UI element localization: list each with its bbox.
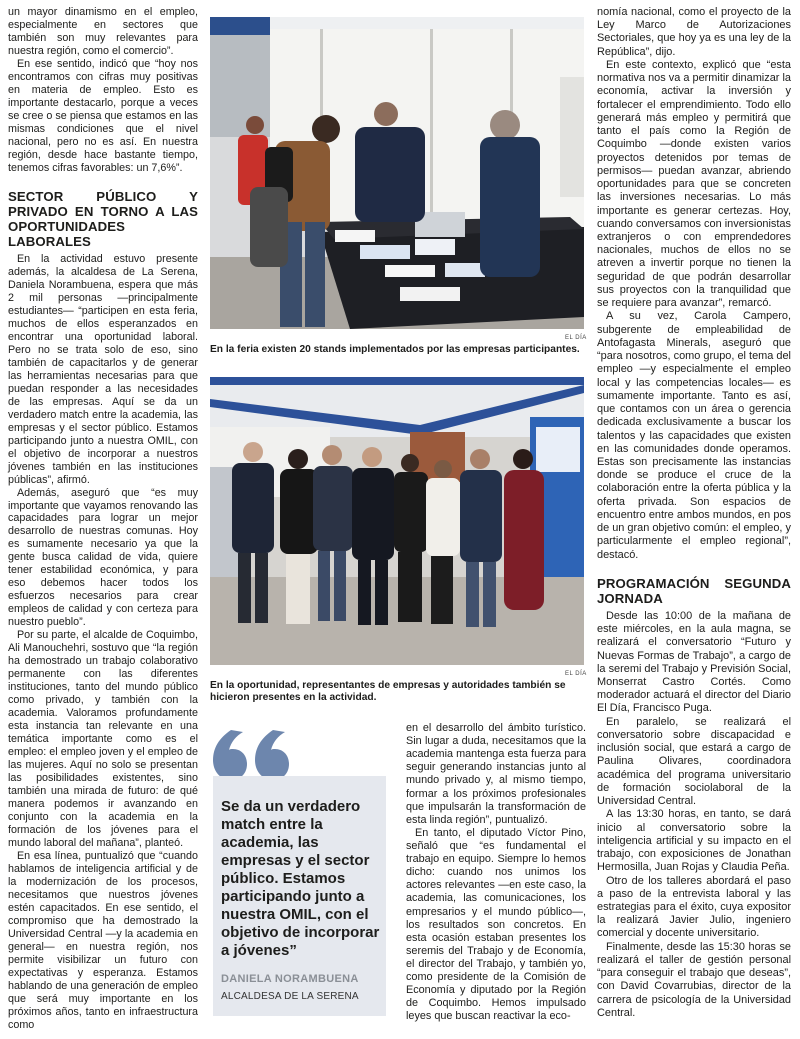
photo-caption: En la oportunidad, representantes de empresas y autoridades también se hicieron presentes en la actividad. [210, 680, 566, 704]
photo-fair-stand [210, 17, 584, 329]
paragraph: A su vez, Carola Campero, subgerente de empleabilidad de Antofagasta Minerals, aseguró que “para nosotros, como grupo, el tema del empleo —y especialmente el empleo local y las competencias locales— es sumamente importante. Tanto es así, que contamos con un área o gerencia dedicada exclusivamente a buscar los talentos y las capacidades que existen en las comunidades donde operamos. Estas son precisamente las instancias donde se produce el cruce de la colaboración entre la oferta pública y la oferta privada. Son espacios de encuentro entre ambos mundos, en pos de un gran objetivo común: el empleo, y particularmente el empleo regional”, destacó. [597, 310, 791, 561]
photo-credit: EL DÍA [565, 671, 587, 677]
photo-fair-stand-illustration [210, 17, 584, 329]
article-column-1 [8, 6, 198, 1032]
article-column-4 [597, 6, 791, 1020]
paragraph: Desde las 10:00 de la mañana de este miércoles, en la aula magna, se realizará el conversatorio “Futuro y Nuevas Formas de Trabajo”, a cargo de la seremi del Trabajo y Previsión Social, Monserrat Castro Cortés. Como moderador actuará el director del Diario El Día, Francisco Puga. [597, 609, 791, 715]
paragraph: A las 13:30 horas, en tanto, se dará inicio al conversatorio sobre la inteligencia artificial y su impacto en el trabajo, con exposiciones de Jonathan Hermosilla, Juan Rojas y Claudia Peña. [597, 808, 791, 874]
paragraph: En paralelo, se realizará el conversatorio sobre discapacidad e inclusión social, que estará a cargo de Paulina Olivares, coordinadora académica del programa universitario de formación sociolaboral de la Universidad Central. [597, 715, 791, 808]
paragraph: En la actividad estuvo presente además, la alcaldesa de La Serena, Daniela Norambuena, espera que más 2 mil personas —principalmente estudiantes— “participen en esta feria, muchos de ellos esperanzados en encontrar una oportunidad laboral. Pero no se trata solo de eso, sino también de capacitarlos y de generar las herramientas necesarias para que puedan responder a las necesidades de las empresas. Aquí se da un verdadero match entre la academia, las empresas y el sector público. Estamos participando junto a nuestra OMIL, con el objetivo de incorporar a nuestros jóvenes también en las instituciones públicas”, afirmó. [8, 252, 198, 486]
quote-marks-icon [211, 730, 291, 780]
paragraph: Otro de los talleres abordará el paso a paso de la entrevista laboral y las estrategias para el éxito, cuya expositor la realizará Javier Julio, ingeniero comercial y docente universitario. [597, 874, 791, 940]
photo-authorities-group-illustration [210, 377, 584, 665]
paragraph: Además, aseguró que “es muy importante que vayamos renovando las capacidades para lograr un mejor desarrollo de nuestras comunas. Hoy es sumamente necesario ya que la gente busca calidad de vida, quiere tener estabilidad económica, y para eso debemos hacer todos los esfuerzos necesarios para crear empleos de calidad y con certeza para nuestro pueblo”. [8, 486, 198, 629]
paragraph: En tanto, el diputado Víctor Pino, señaló que “es fundamental el trabajo en equipo. Siempre lo hemos dicho: cuando nos unimos los actores relevantes —en este caso, la academia, las comunicaciones, los empresarios y el mundo público—, los resultados son concretos. En esta ocasión estaban presentes los seremis del Trabajo y de Economía, el director del Trabajo, y también yo, como presidente de la Comisión de Economía y diputado por la Región de Coquimbo. Hemos impulsado leyes que buscan reactivar la eco- [406, 826, 586, 1023]
section-heading: PROGRAMACIÓN SEGUNDA JORNADA [597, 575, 791, 606]
paragraph: En este contexto, explicó que “esta normativa nos va a permitir dinamizar la economía, activar la inversión y fortalecer el emprendimiento. Todo ello generará más empleo y permitirá que tanto el país como la Región de Coquimbo —donde existen varios proyectos detenidos por temas de permisos— puedan avanzar, abriendo oportunidades para que se concreten las inversiones necesarias. Lo más importante es generar certezas. Hoy, cuando conversamos con inversionistas extranjeros o con emprendedores nacionales, muchos de ellos no se atreven a invertir porque no tienen la seguridad de que podrán desarrollar sus proyectos con la tranquilidad que se requiere para avanzar”, remarcó. [597, 58, 791, 310]
paragraph: Finalmente, desde las 15:30 horas se realizará el taller de gestión personal “para conseguir el trabajo que deseas”, con David Covarrubias, director de la carrera de psicología de la Universidad Central. [597, 940, 791, 1019]
paragraph: En ese sentido, indicó que “hoy nos encontramos con cifras muy positivas en materia de empleo. Esto es importante destacarlo, porque a veces se cree o se piensa que estamos en las mismas condiciones que el nivel nacional, pero no es así. En nuestra región, desde hace bastante tiempo, tenemos cifras favorables: un 7,6%”. [8, 57, 198, 174]
photo-caption: En la feria existen 20 stands implementados por las empresas participantes. [210, 344, 580, 355]
pull-quote-author: DANIELA NORAMBUENA [221, 973, 359, 985]
paragraph: En esa línea, puntualizó que “cuando hablamos de inteligencia artificial y de la modernización de los procesos, necesitamos que nuestros jóvenes estén capacitados. En ese sentido, el compromiso que ha demostrado la Universidad Central —y la academia en general— en nuestra región, nos permite visibilizar un futuro con expectativas y esperanza. Estamos hablando de una generación de empleo que será muy importante en los próximos años, tanto en infraestructura como [8, 850, 198, 1031]
pull-quote-text: Se da un verdadero match entre la academia, las empresas y el sector público. Estamos participando junto a nuestra OMIL, con el objetivo de incorporar a jóvenes” [221, 798, 380, 959]
section-heading: SECTOR PÚBLICO Y PRIVADO EN TORNO A LAS OPORTUNIDADES LABORALES [8, 188, 198, 249]
photo-credit: EL DÍA [565, 335, 587, 341]
paragraph: nomía nacional, como el proyecto de la Ley Marco de Autorizaciones Sectoriales, que hoy ya es una ley de la República”, dijo. [597, 6, 791, 58]
paragraph: en el desarrollo del ámbito turístico. Sin lugar a duda, necesitamos que la academia mantenga esta fuerza para seguir generando instancias junto al mundo privado y, al mismo tiempo, formar a los próximos profesionales que impulsarán la transformación de esta linda región”, puntualizó. [406, 722, 586, 826]
photo-authorities-group [210, 377, 584, 665]
pull-quote-role: ALCALDESA DE LA SERENA [221, 991, 359, 1002]
paragraph: un mayor dinamismo en el empleo, especialmente en sectores que también son muy relevantes para nuestra región, como el comercio”. [8, 6, 198, 57]
paragraph: Por su parte, el alcalde de Coquimbo, Ali Manouchehri, sostuvo que “la región ha demostrado un trabajo colaborativo permanente con las diferentes instituciones, tanto del mundo público como privado, y también con la academia. Valoramos profundamente esta instancia tan relevante en una temática importante como es el empleo: el empleo joven y el empleo de las mujeres. Aquí no solo se presentan las posibilidades existentes, sino también una mirada de futuro: de qué manera podemos ir avanzando en conjunto con la academia en la formación de los jóvenes para el mundo laboral del mañana”, planteó. [8, 629, 198, 850]
article-column-3 [406, 722, 586, 1024]
